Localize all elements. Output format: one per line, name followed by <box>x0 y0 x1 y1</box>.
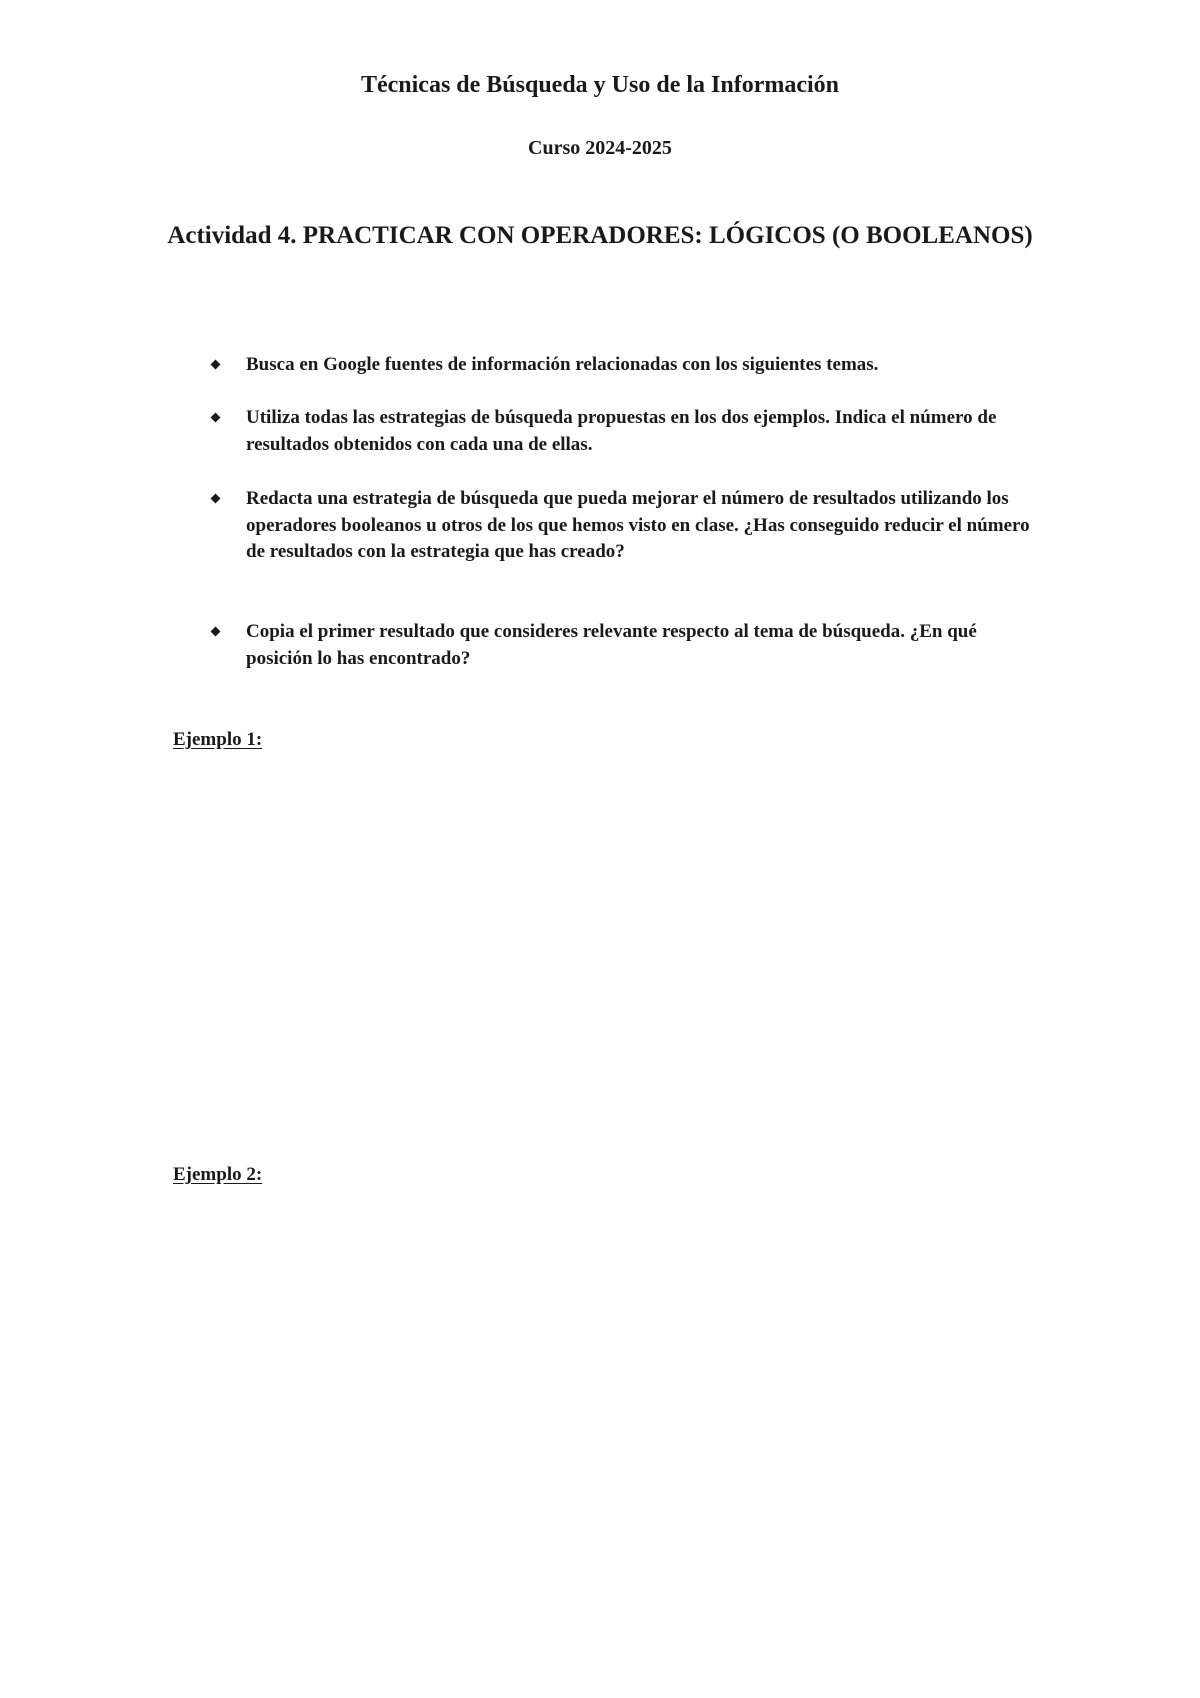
course-year: Curso 2024-2025 <box>528 137 672 159</box>
instruction-item <box>246 619 1036 672</box>
activity-title: Actividad 4. PRACTICAR CON OPERADORES: LÓGICOS (O BOOLEANOS) <box>167 222 1033 249</box>
instruction-item <box>246 352 1036 379</box>
instruction-item <box>246 405 1036 458</box>
example-1-heading: Ejemplo 1: <box>173 729 263 750</box>
instruction-item <box>246 486 1036 566</box>
instruction-text: Busca en Google fuentes de información relacionadas con los siguientes temas. <box>246 354 879 375</box>
example-2-heading: Ejemplo 2: <box>173 1164 263 1185</box>
bullet-icon <box>211 494 221 504</box>
document-title: Técnicas de Búsqueda y Uso de la Información <box>360 72 840 98</box>
bullet-icon <box>211 360 221 370</box>
instruction-text: Utiliza todas las estrategias de búsqueda propuestas en los dos ejemplos. Indica el número de resultados obtenidos con cada una de ellas. <box>246 407 997 455</box>
instruction-text: Redacta una estrategia de búsqueda que pueda mejorar el número de resultados utilizando los operadores booleanos u otros de los que hemos visto en clase. ¿Has conseguido reducir el número de resultados con la estrategia que has creado? <box>246 488 1030 562</box>
instruction-text: Copia el primer resultado que consideres relevante respecto al tema de búsqueda. ¿En qué posición lo has encontrado? <box>246 621 977 669</box>
bullet-icon <box>211 413 221 423</box>
bullet-icon <box>211 627 221 637</box>
